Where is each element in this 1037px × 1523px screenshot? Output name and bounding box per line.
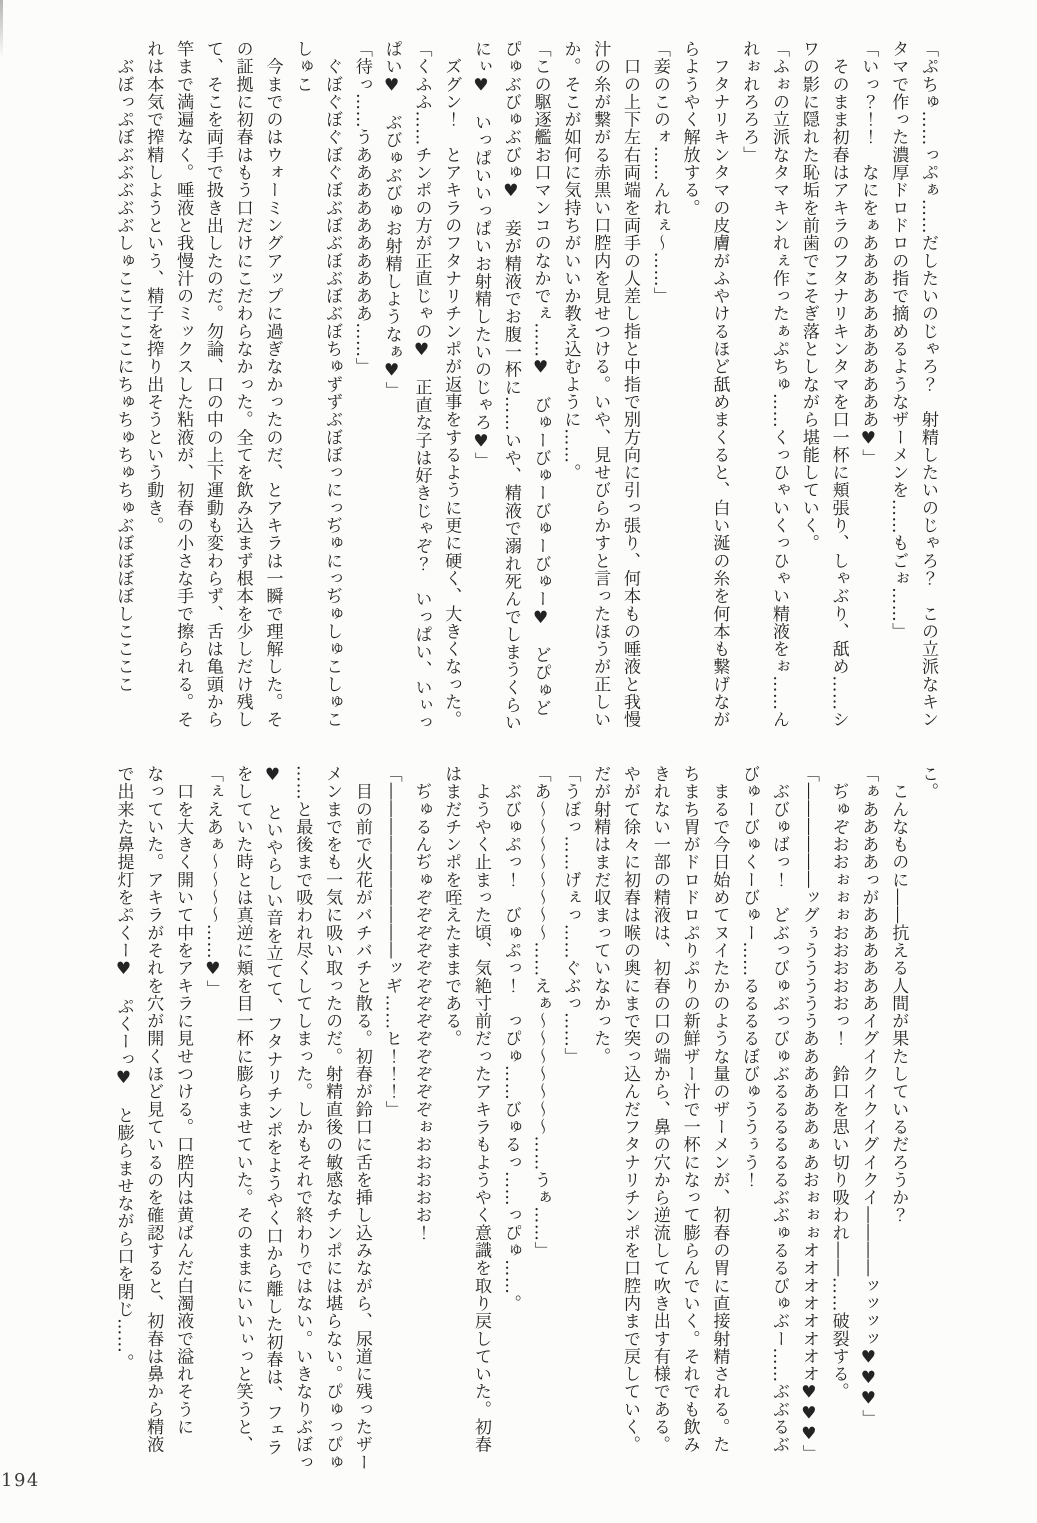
text-line: なっていた。アキラがそれを穴が開くほど見ているのを確認すると、初春は鼻から精液 [143, 765, 164, 1454]
text-line: れぉれろろろ」 [739, 40, 760, 164]
text-line: 「――――――――――ッギ……ヒ！！！」 [381, 765, 402, 1118]
text-line: 「いっ？！！ なにをぁあああああああああああ♥」 [858, 40, 879, 467]
text-line: ワの影に隠れた恥垢を前歯でこそぎ落としながら堪能していく。 [798, 40, 819, 552]
text-line: ぢゅるんぢゅぞぞぞぞぞぞぞぞぞぞぞぞぞぉおおおおお！ [411, 765, 432, 1242]
text-line: こ。 [918, 765, 938, 801]
text-line: タマで作った濃厚ドロドロの指で摘めるようなザーメンを……もごぉ……」 [888, 40, 909, 641]
scan-edge-artifact [0, 0, 3, 58]
text-line: にぃ♥ いっぱいいっぱいお射精したいのじゃろ♥」 [471, 40, 492, 470]
top-text-block [108, 40, 942, 746]
text-line: ズグン！ とアキラのフタナリチンポが返事をするように更に硬く、大きくなった。 [441, 40, 462, 729]
text-line: 今までのはウォーミングアップに過ぎなかったのだ、とアキラは一瞬で理解した。そ [262, 40, 283, 729]
page-number: 194 [1, 1470, 40, 1491]
text-line: ぶびゅばっ！ どぶっびゅぶっびゅぶるるるるるるぶぶゅるるびゅぶー……ぶぶるぶ [769, 765, 790, 1454]
text-line: の証拠に初春はもう口だけにこだわらなかった。全てを飲み込まず根本を少しだけ残し [232, 40, 253, 729]
text-line: そのまま初春はアキラのフタナリキンタマを口一杯に頬張り、しゃぶり、舐め……シ [828, 40, 849, 729]
text-line: ぢゅぞおおぉぉぉおおおおおっ！ 鈴口を思い切り吸われ――……破裂する。 [828, 765, 849, 1401]
text-line: 「ぇえあぁ〜〜〜〜……♥」 [202, 765, 223, 998]
text-line: メンまでをも一気に吸い取ったのだ。射精直後の敏感なチンポには堪らない。ぴゅっぴゅ [322, 765, 343, 1471]
text-line: ぶぼっぷぼぶぶぶぶぶしゅこここここにちゅちゅちゅちゅぶぼぼぼぼしここここ [113, 40, 134, 694]
text-line: きれない一部の精液は、初春の口の端から、鼻の穴から逆流して吹き出す有様である。 [649, 765, 670, 1454]
text-line: ぶびゅぷっ！ びゅぷっ！ っぴゅ……びゅるっ……っぴゅ……。 [500, 765, 521, 1313]
text-line: 竿まで満遍なく。唾液と我慢汁のミックスした粘液が、初春の小さな手で擦られる。そ [173, 40, 194, 729]
text-line: で出来た鼻提灯をぷくー♥ ぷくーっ♥ と膨らませながら口を閉じ……。 [113, 765, 134, 1372]
text-line: ようやく止まった頃、気絶寸前だったアキラもようやく意識を取り戻していた。初春 [471, 765, 492, 1454]
text-line: 「この駆逐艦お口マンコのなかでぇ……♥ びゅーびゅーびゅーびゅー♥ どぴゅど [530, 40, 551, 717]
text-line: ♥ といやらしい音を立てて、フタナリチンポをようやく口から離した初春は、フェラ [262, 765, 283, 1457]
text-line: はまだチンポを咥えたままである。 [441, 765, 462, 1048]
text-line: 「くふふ……チンポの方が正直じゃの♥ 正直な子は好きじゃぞ？ いっぱい、いぃっ [411, 40, 432, 732]
text-line: 「待っ……うああああああああああ……」 [351, 40, 372, 376]
text-line: こんなものに――抗える人間が果たしているだろうか？ [888, 765, 909, 1224]
bottom-text-block [108, 765, 942, 1471]
text-line: 目の前で火花がバチバチと散る。初春が鈴口に舌を挿し込みながら、尿道に残ったザー [351, 765, 372, 1471]
text-line: 口を大きく開いて中をアキラに見せつける。口腔内は黄ばんだ白濁液で溢れそうに [173, 765, 194, 1436]
text-line: 「ぁああああっがああああああイグイクイクイグイクイ――――ッッッッ♥♥♥」 [858, 765, 879, 1428]
text-line: 「あ〜〜〜〜〜〜〜〜……えぁ〜〜〜〜〜〜〜……うぁ……」 [530, 765, 551, 1260]
text-line: ちまち胃がドロドロぷりぷりの新鮮ザー汁で一杯になって膨らんでいく。それでも飲み [679, 765, 700, 1454]
text-line: 「――――――ッグぅうううううああああああぁあおぉぉぉオオオオオオオオ♥♥♥」 [798, 765, 819, 1463]
text-line: ぐぼぐぼぐぼぐぼぶぼぶぼぶぼぶぼちゅずずぶぼぼっにっぢゅにっぢゅしゅこしゅこ [322, 40, 343, 729]
text-line: 「ふぉの立派なタマキンれぇ作ったぁぷちゅ……くっひゃいくっひゃい精液をぉ……ん [769, 40, 790, 729]
text-line: をしていた時とは真逆に頬を目一杯に膨らませていた。そのままにいいぃっと笑うと、 [232, 765, 253, 1454]
text-line: だが射精はまだ収まっていなかった。 [590, 765, 611, 1066]
text-line: フタナリキンタマの皮膚がふやけるほど舐めまくると、白い涎の糸を何本も繋げなが [709, 40, 730, 729]
text-line: まるで今日始めてヌイたかのような量のザーメンが、初春の胃に直接射精される。た [709, 765, 730, 1454]
text-line: 「うぼっ……げぇっ……ぐぶっ……」 [560, 765, 581, 1066]
text-line: 汁の糸が繋がる赤黒い口腔内を見せつける。いや、見せびらかすと言ったほうが正しい [590, 40, 611, 729]
text-line: か。そこが如何に気持ちがいいか教え込むように……。 [560, 40, 581, 482]
text-line: 「ぷちゅ……っぷぁ……だしたいのじゃろ？ 射精したいのじゃろ？ この立派なキン [918, 40, 938, 729]
text-line: しゅこ [292, 40, 313, 93]
text-line: れは本気で搾精しようという、精子を搾り出そうという動き。 [143, 40, 164, 535]
text-line: て、そこを両手で扱き出したのだ。勿論、口の中の上下運動も変わらず、舌は亀頭から [202, 40, 223, 729]
text-line: ……と最後まで吸われ尽くしてしまった。しかもそれで終わりではない。いきなりぶぼっ [292, 765, 313, 1471]
text-line: ぱい♥ ぶびゅぶびゅお射精しようなぁ♥」 [381, 40, 402, 399]
text-line: 口の上下左右両端を両手の人差し指と中指で別方向に引っ張り、何本もの唾液と我慢 [620, 40, 641, 729]
text-line: らようやく解放する。 [679, 40, 700, 217]
text-line: びゅーびゅくーびゅー……るるるるぼびゅううぅう！ [739, 765, 760, 1189]
text-line: ぴゅぶびゅぶびゅ♥ 妾が精液でお腹一杯に……いや、精液で溺れ死んでしまうくらい [500, 40, 521, 732]
text-line: 「妾のこのォ……んれぇ〜……」 [649, 40, 670, 305]
text-line: やがて徐々に初春は喉の奥にまで突っ込んだフタナリチンポを口腔内まで戻していく。 [620, 765, 641, 1454]
